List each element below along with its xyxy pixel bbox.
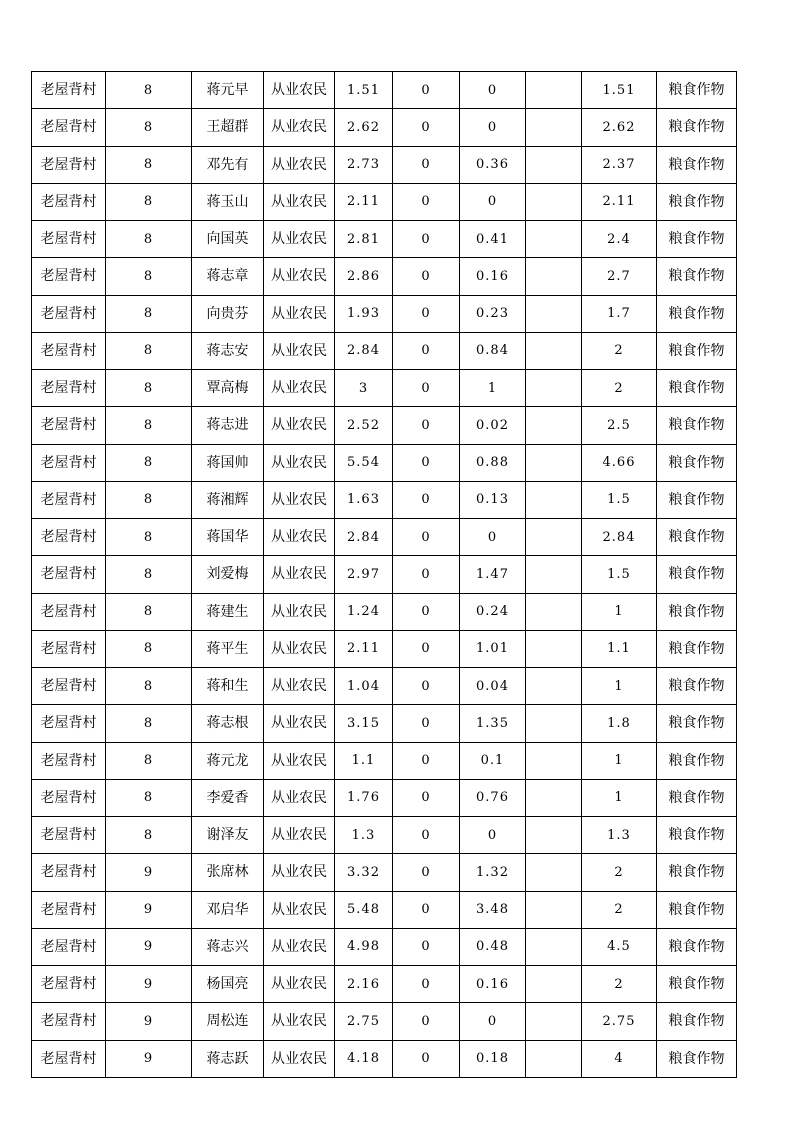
table-row <box>32 183 737 220</box>
table-row <box>32 1040 737 1077</box>
village-cell: 老屋背村 <box>32 183 106 220</box>
table-row <box>32 817 737 854</box>
crop-type-cell: 粮食作物 <box>657 146 737 183</box>
column-8-cell <box>526 556 582 593</box>
column-7-cell: 0.02 <box>460 407 526 444</box>
group-cell: 8 <box>106 72 192 109</box>
name-cell: 蒋和生 <box>192 668 264 705</box>
column-8-cell <box>526 668 582 705</box>
table-row <box>32 742 737 779</box>
column-8-cell <box>526 519 582 556</box>
column-9-cell: 2.84 <box>582 519 657 556</box>
name-cell: 蒋志安 <box>192 332 264 369</box>
column-8-cell <box>526 481 582 518</box>
name-cell: 王超群 <box>192 109 264 146</box>
land-records-table <box>31 71 737 1078</box>
table-row <box>32 854 737 891</box>
occupation-cell: 从业农民 <box>264 109 335 146</box>
occupation-cell: 从业农民 <box>264 1003 335 1040</box>
village-cell: 老屋背村 <box>32 705 106 742</box>
column-8-cell <box>526 593 582 630</box>
total-area-cell: 2.81 <box>335 221 393 258</box>
total-area-cell: 5.48 <box>335 891 393 928</box>
village-cell: 老屋背村 <box>32 891 106 928</box>
crop-type-cell: 粮食作物 <box>657 928 737 965</box>
crop-type-cell: 粮食作物 <box>657 705 737 742</box>
village-cell: 老屋背村 <box>32 966 106 1003</box>
column-8-cell <box>526 221 582 258</box>
column-6-cell: 0 <box>393 109 460 146</box>
column-8-cell <box>526 109 582 146</box>
table-row <box>32 928 737 965</box>
occupation-cell: 从业农民 <box>264 891 335 928</box>
name-cell: 蒋建生 <box>192 593 264 630</box>
name-cell: 杨国亮 <box>192 966 264 1003</box>
column-7-cell: 0 <box>460 72 526 109</box>
village-cell: 老屋背村 <box>32 444 106 481</box>
occupation-cell: 从业农民 <box>264 854 335 891</box>
table-row <box>32 1003 737 1040</box>
column-6-cell: 0 <box>393 928 460 965</box>
column-6-cell: 0 <box>393 332 460 369</box>
group-cell: 8 <box>106 444 192 481</box>
village-cell: 老屋背村 <box>32 109 106 146</box>
occupation-cell: 从业农民 <box>264 295 335 332</box>
column-9-cell: 1 <box>582 779 657 816</box>
column-6-cell: 0 <box>393 258 460 295</box>
occupation-cell: 从业农民 <box>264 630 335 667</box>
table-row <box>32 221 737 258</box>
occupation-cell: 从业农民 <box>264 668 335 705</box>
group-cell: 9 <box>106 966 192 1003</box>
occupation-cell: 从业农民 <box>264 742 335 779</box>
crop-type-cell: 粮食作物 <box>657 295 737 332</box>
column-8-cell <box>526 407 582 444</box>
column-8-cell <box>526 705 582 742</box>
occupation-cell: 从业农民 <box>264 519 335 556</box>
column-9-cell: 1.5 <box>582 481 657 518</box>
column-6-cell: 0 <box>393 668 460 705</box>
occupation-cell: 从业农民 <box>264 221 335 258</box>
group-cell: 8 <box>106 556 192 593</box>
name-cell: 蒋玉山 <box>192 183 264 220</box>
occupation-cell: 从业农民 <box>264 966 335 1003</box>
table-body <box>32 72 737 1078</box>
column-8-cell <box>526 891 582 928</box>
crop-type-cell: 粮食作物 <box>657 891 737 928</box>
column-6-cell: 0 <box>393 407 460 444</box>
total-area-cell: 2.62 <box>335 109 393 146</box>
total-area-cell: 5.54 <box>335 444 393 481</box>
name-cell: 蒋志跃 <box>192 1040 264 1077</box>
name-cell: 向贵芬 <box>192 295 264 332</box>
table-row <box>32 370 737 407</box>
occupation-cell: 从业农民 <box>264 332 335 369</box>
group-cell: 8 <box>106 481 192 518</box>
column-9-cell: 2.5 <box>582 407 657 444</box>
crop-type-cell: 粮食作物 <box>657 258 737 295</box>
column-6-cell: 0 <box>393 1003 460 1040</box>
crop-type-cell: 粮食作物 <box>657 593 737 630</box>
group-cell: 8 <box>106 779 192 816</box>
village-cell: 老屋背村 <box>32 854 106 891</box>
group-cell: 8 <box>106 742 192 779</box>
crop-type-cell: 粮食作物 <box>657 221 737 258</box>
column-6-cell: 0 <box>393 556 460 593</box>
village-cell: 老屋背村 <box>32 295 106 332</box>
village-cell: 老屋背村 <box>32 1003 106 1040</box>
column-7-cell: 0.76 <box>460 779 526 816</box>
column-9-cell: 1.7 <box>582 295 657 332</box>
crop-type-cell: 粮食作物 <box>657 854 737 891</box>
column-6-cell: 0 <box>393 1040 460 1077</box>
village-cell: 老屋背村 <box>32 519 106 556</box>
column-7-cell: 0 <box>460 519 526 556</box>
crop-type-cell: 粮食作物 <box>657 630 737 667</box>
column-7-cell: 0.13 <box>460 481 526 518</box>
column-7-cell: 1.35 <box>460 705 526 742</box>
group-cell: 8 <box>106 258 192 295</box>
group-cell: 8 <box>106 817 192 854</box>
name-cell: 邓启华 <box>192 891 264 928</box>
total-area-cell: 2.75 <box>335 1003 393 1040</box>
name-cell: 张席林 <box>192 854 264 891</box>
name-cell: 周松连 <box>192 1003 264 1040</box>
column-6-cell: 0 <box>393 519 460 556</box>
name-cell: 邓先有 <box>192 146 264 183</box>
total-area-cell: 1.63 <box>335 481 393 518</box>
column-6-cell: 0 <box>393 72 460 109</box>
total-area-cell: 2.97 <box>335 556 393 593</box>
column-8-cell <box>526 630 582 667</box>
crop-type-cell: 粮食作物 <box>657 183 737 220</box>
column-8-cell <box>526 817 582 854</box>
crop-type-cell: 粮食作物 <box>657 481 737 518</box>
column-6-cell: 0 <box>393 630 460 667</box>
group-cell: 8 <box>106 370 192 407</box>
occupation-cell: 从业农民 <box>264 407 335 444</box>
name-cell: 蒋平生 <box>192 630 264 667</box>
column-8-cell <box>526 332 582 369</box>
column-8-cell <box>526 258 582 295</box>
name-cell: 刘爱梅 <box>192 556 264 593</box>
total-area-cell: 1.76 <box>335 779 393 816</box>
column-9-cell: 2 <box>582 891 657 928</box>
group-cell: 8 <box>106 183 192 220</box>
village-cell: 老屋背村 <box>32 1040 106 1077</box>
column-9-cell: 4 <box>582 1040 657 1077</box>
total-area-cell: 1.93 <box>335 295 393 332</box>
group-cell: 8 <box>106 593 192 630</box>
column-7-cell: 0.18 <box>460 1040 526 1077</box>
name-cell: 蒋志根 <box>192 705 264 742</box>
column-8-cell <box>526 72 582 109</box>
column-6-cell: 0 <box>393 854 460 891</box>
table-row <box>32 593 737 630</box>
total-area-cell: 4.98 <box>335 928 393 965</box>
group-cell: 9 <box>106 1040 192 1077</box>
occupation-cell: 从业农民 <box>264 146 335 183</box>
table-row <box>32 332 737 369</box>
name-cell: 蒋志兴 <box>192 928 264 965</box>
column-7-cell: 0.84 <box>460 332 526 369</box>
column-7-cell: 0.88 <box>460 444 526 481</box>
crop-type-cell: 粮食作物 <box>657 742 737 779</box>
column-7-cell: 0 <box>460 1003 526 1040</box>
village-cell: 老屋背村 <box>32 817 106 854</box>
name-cell: 覃高梅 <box>192 370 264 407</box>
village-cell: 老屋背村 <box>32 556 106 593</box>
column-8-cell <box>526 854 582 891</box>
column-6-cell: 0 <box>393 817 460 854</box>
total-area-cell: 1.3 <box>335 817 393 854</box>
village-cell: 老屋背村 <box>32 481 106 518</box>
table-row <box>32 109 737 146</box>
column-9-cell: 2 <box>582 966 657 1003</box>
column-7-cell: 1 <box>460 370 526 407</box>
table-row <box>32 258 737 295</box>
occupation-cell: 从业农民 <box>264 705 335 742</box>
column-8-cell <box>526 928 582 965</box>
crop-type-cell: 粮食作物 <box>657 332 737 369</box>
crop-type-cell: 粮食作物 <box>657 1040 737 1077</box>
name-cell: 蒋国帅 <box>192 444 264 481</box>
village-cell: 老屋背村 <box>32 146 106 183</box>
column-7-cell: 0 <box>460 183 526 220</box>
column-9-cell: 1 <box>582 593 657 630</box>
column-6-cell: 0 <box>393 444 460 481</box>
group-cell: 8 <box>106 146 192 183</box>
table-row <box>32 72 737 109</box>
table-row <box>32 891 737 928</box>
column-7-cell: 3.48 <box>460 891 526 928</box>
total-area-cell: 2.86 <box>335 258 393 295</box>
table-row <box>32 444 737 481</box>
column-8-cell <box>526 295 582 332</box>
occupation-cell: 从业农民 <box>264 183 335 220</box>
column-8-cell <box>526 146 582 183</box>
column-6-cell: 0 <box>393 779 460 816</box>
column-6-cell: 0 <box>393 183 460 220</box>
column-6-cell: 0 <box>393 295 460 332</box>
column-7-cell: 1.32 <box>460 854 526 891</box>
group-cell: 8 <box>106 705 192 742</box>
table-row <box>32 556 737 593</box>
crop-type-cell: 粮食作物 <box>657 519 737 556</box>
column-9-cell: 2 <box>582 854 657 891</box>
column-9-cell: 4.66 <box>582 444 657 481</box>
column-7-cell: 0.23 <box>460 295 526 332</box>
crop-type-cell: 粮食作物 <box>657 72 737 109</box>
column-8-cell <box>526 183 582 220</box>
total-area-cell: 2.16 <box>335 966 393 1003</box>
village-cell: 老屋背村 <box>32 370 106 407</box>
column-8-cell <box>526 370 582 407</box>
table-row <box>32 630 737 667</box>
total-area-cell: 3 <box>335 370 393 407</box>
name-cell: 蒋志进 <box>192 407 264 444</box>
group-cell: 9 <box>106 928 192 965</box>
group-cell: 9 <box>106 854 192 891</box>
name-cell: 向国英 <box>192 221 264 258</box>
crop-type-cell: 粮食作物 <box>657 966 737 1003</box>
column-9-cell: 2.37 <box>582 146 657 183</box>
village-cell: 老屋背村 <box>32 332 106 369</box>
village-cell: 老屋背村 <box>32 779 106 816</box>
column-7-cell: 0.48 <box>460 928 526 965</box>
total-area-cell: 1.51 <box>335 72 393 109</box>
group-cell: 8 <box>106 332 192 369</box>
column-7-cell: 0.1 <box>460 742 526 779</box>
name-cell: 谢泽友 <box>192 817 264 854</box>
table-row <box>32 705 737 742</box>
column-6-cell: 0 <box>393 221 460 258</box>
total-area-cell: 2.84 <box>335 332 393 369</box>
column-6-cell: 0 <box>393 370 460 407</box>
column-9-cell: 2.4 <box>582 221 657 258</box>
occupation-cell: 从业农民 <box>264 817 335 854</box>
total-area-cell: 2.11 <box>335 183 393 220</box>
table-row <box>32 295 737 332</box>
name-cell: 蒋湘辉 <box>192 481 264 518</box>
occupation-cell: 从业农民 <box>264 481 335 518</box>
table-row <box>32 407 737 444</box>
column-7-cell: 1.47 <box>460 556 526 593</box>
village-cell: 老屋背村 <box>32 928 106 965</box>
crop-type-cell: 粮食作物 <box>657 668 737 705</box>
column-8-cell <box>526 966 582 1003</box>
crop-type-cell: 粮食作物 <box>657 779 737 816</box>
crop-type-cell: 粮食作物 <box>657 556 737 593</box>
column-7-cell: 0.16 <box>460 258 526 295</box>
column-6-cell: 0 <box>393 146 460 183</box>
column-9-cell: 1 <box>582 668 657 705</box>
name-cell: 蒋志章 <box>192 258 264 295</box>
column-7-cell: 0.16 <box>460 966 526 1003</box>
name-cell: 李爱香 <box>192 779 264 816</box>
column-9-cell: 2.11 <box>582 183 657 220</box>
total-area-cell: 1.1 <box>335 742 393 779</box>
village-cell: 老屋背村 <box>32 258 106 295</box>
group-cell: 8 <box>106 407 192 444</box>
occupation-cell: 从业农民 <box>264 444 335 481</box>
name-cell: 蒋元龙 <box>192 742 264 779</box>
total-area-cell: 2.11 <box>335 630 393 667</box>
column-9-cell: 1.8 <box>582 705 657 742</box>
column-8-cell <box>526 1003 582 1040</box>
column-6-cell: 0 <box>393 481 460 518</box>
table-row <box>32 668 737 705</box>
column-9-cell: 4.5 <box>582 928 657 965</box>
column-8-cell <box>526 742 582 779</box>
table-row <box>32 146 737 183</box>
group-cell: 8 <box>106 221 192 258</box>
column-9-cell: 2.62 <box>582 109 657 146</box>
column-8-cell <box>526 444 582 481</box>
group-cell: 8 <box>106 668 192 705</box>
crop-type-cell: 粮食作物 <box>657 1003 737 1040</box>
table-row <box>32 519 737 556</box>
column-9-cell: 1.5 <box>582 556 657 593</box>
group-cell: 8 <box>106 630 192 667</box>
table-row <box>32 779 737 816</box>
name-cell: 蒋国华 <box>192 519 264 556</box>
column-7-cell: 0.04 <box>460 668 526 705</box>
column-9-cell: 1.3 <box>582 817 657 854</box>
crop-type-cell: 粮食作物 <box>657 817 737 854</box>
total-area-cell: 3.15 <box>335 705 393 742</box>
column-8-cell <box>526 1040 582 1077</box>
column-7-cell: 1.01 <box>460 630 526 667</box>
column-9-cell: 1.51 <box>582 72 657 109</box>
column-9-cell: 2.7 <box>582 258 657 295</box>
column-7-cell: 0 <box>460 817 526 854</box>
village-cell: 老屋背村 <box>32 221 106 258</box>
table-row <box>32 481 737 518</box>
occupation-cell: 从业农民 <box>264 593 335 630</box>
column-9-cell: 2 <box>582 370 657 407</box>
column-7-cell: 0.36 <box>460 146 526 183</box>
name-cell: 蒋元早 <box>192 72 264 109</box>
total-area-cell: 1.04 <box>335 668 393 705</box>
occupation-cell: 从业农民 <box>264 72 335 109</box>
column-7-cell: 0 <box>460 109 526 146</box>
occupation-cell: 从业农民 <box>264 1040 335 1077</box>
column-6-cell: 0 <box>393 593 460 630</box>
column-9-cell: 1.1 <box>582 630 657 667</box>
crop-type-cell: 粮食作物 <box>657 370 737 407</box>
village-cell: 老屋背村 <box>32 593 106 630</box>
village-cell: 老屋背村 <box>32 407 106 444</box>
column-9-cell: 1 <box>582 742 657 779</box>
column-8-cell <box>526 779 582 816</box>
total-area-cell: 2.84 <box>335 519 393 556</box>
village-cell: 老屋背村 <box>32 742 106 779</box>
group-cell: 9 <box>106 891 192 928</box>
column-7-cell: 0.24 <box>460 593 526 630</box>
total-area-cell: 2.73 <box>335 146 393 183</box>
table-row <box>32 966 737 1003</box>
group-cell: 9 <box>106 1003 192 1040</box>
column-6-cell: 0 <box>393 966 460 1003</box>
group-cell: 8 <box>106 109 192 146</box>
crop-type-cell: 粮食作物 <box>657 109 737 146</box>
column-6-cell: 0 <box>393 705 460 742</box>
crop-type-cell: 粮食作物 <box>657 407 737 444</box>
group-cell: 8 <box>106 295 192 332</box>
crop-type-cell: 粮食作物 <box>657 444 737 481</box>
village-cell: 老屋背村 <box>32 630 106 667</box>
column-7-cell: 0.41 <box>460 221 526 258</box>
total-area-cell: 2.52 <box>335 407 393 444</box>
total-area-cell: 3.32 <box>335 854 393 891</box>
total-area-cell: 4.18 <box>335 1040 393 1077</box>
column-6-cell: 0 <box>393 891 460 928</box>
group-cell: 8 <box>106 519 192 556</box>
occupation-cell: 从业农民 <box>264 928 335 965</box>
total-area-cell: 1.24 <box>335 593 393 630</box>
occupation-cell: 从业农民 <box>264 370 335 407</box>
column-9-cell: 2.75 <box>582 1003 657 1040</box>
occupation-cell: 从业农民 <box>264 779 335 816</box>
village-cell: 老屋背村 <box>32 72 106 109</box>
occupation-cell: 从业农民 <box>264 556 335 593</box>
occupation-cell: 从业农民 <box>264 258 335 295</box>
village-cell: 老屋背村 <box>32 668 106 705</box>
column-6-cell: 0 <box>393 742 460 779</box>
column-9-cell: 2 <box>582 332 657 369</box>
